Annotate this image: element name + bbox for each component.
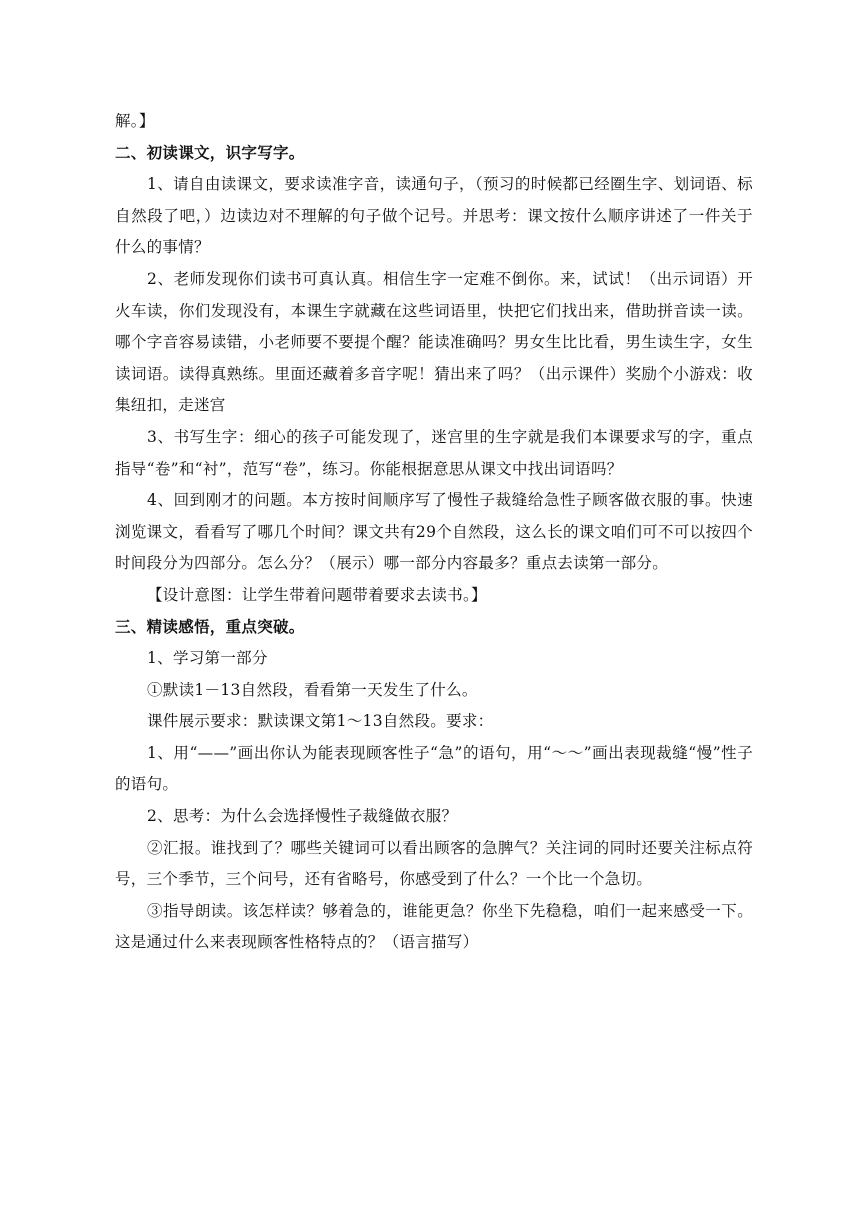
paragraph-silent-reading: ①默读1－13自然段，看看第一天发生了什么。 (147, 680, 478, 699)
paragraph-4: 4、回到刚才的问题。本方按时间顺序写了慢性子裁缝给急性子顾客做衣服的事。快速浏览课文，看看写了哪几个时间？课文共有29个自然段，这么长的课文咱们可不可以按四个时间段分为四部分。怎么分？（展示）哪一部分内容最多？重点去读第一部分。 (115, 491, 753, 573)
paragraph-courseware-requirements: 课件展示要求：默读课文第1～13自然段。要求： (147, 712, 494, 731)
paragraph-report: ②汇报。谁找到了？哪些关键词可以看出顾客的急脾气？关注词的同时还要关注标点符号，三个季节，三个问号，还有省略号，你感受到了什么？一个比一个急切。 (115, 838, 753, 889)
section-heading-3: 三、精读感悟，重点突破。 (115, 617, 305, 636)
design-intent-note: 【设计意图：让学生带着问题带着要求去读书。】 (147, 585, 487, 604)
paragraph-reading-guidance: ③指导朗读。该怎样读？够着急的，谁能更急？你坐下先稳稳，咱们一起来感受一下。这是通过什么来表现顾客性格特点的？（语言描写） (115, 901, 753, 952)
paragraph-1: 1、请自由读课文，要求读准字音，读通句子，（预习的时候都已经圈生字、划词语、标自然段了吧，）边读边对不理解的句子做个记号。并思考：课文按什么顺序讲述了一件关于什么的事情？ (115, 175, 753, 257)
continuation-text: 解。】 (115, 112, 155, 130)
document-body (115, 106, 753, 959)
paragraph-2: 2、老师发现你们读书可真认真。相信生字一定难不倒你。来，试试！（出示词语）开火车读，你们发现没有，本课生字就藏在这些词语里，快把它们找出来，借助拼音读一读。哪个字音容易读错，小老师要不要提个醒？能读准确吗？男女生比比看，男生读生字，女生读词语。读得真熟练。里面还藏着多音字呢！猜出来了吗？（出示课件）奖励个小游戏：收集纽扣，走迷宫 (115, 269, 753, 415)
paragraph-study-part-1: 1、学习第一部分 (147, 649, 268, 668)
paragraph-3: 3、书写生字：细心的孩子可能发现了，迷宫里的生字就是我们本课要求写的字，重点指导“卷”和“衬”，范写“卷”，练习。你能根据意思从课文中找出词语吗？ (115, 427, 753, 478)
paragraph-requirement-1: 1、用“——”画出你认为能表现顾客性子“急”的语句，用“～～”画出表现裁缝“慢”性子的语句。 (115, 743, 753, 794)
paragraph-requirement-2: 2、思考：为什么会选择慢性子裁缝做衣服？ (147, 807, 458, 826)
section-heading-2: 二、初读课文，识字写字。 (115, 143, 305, 162)
